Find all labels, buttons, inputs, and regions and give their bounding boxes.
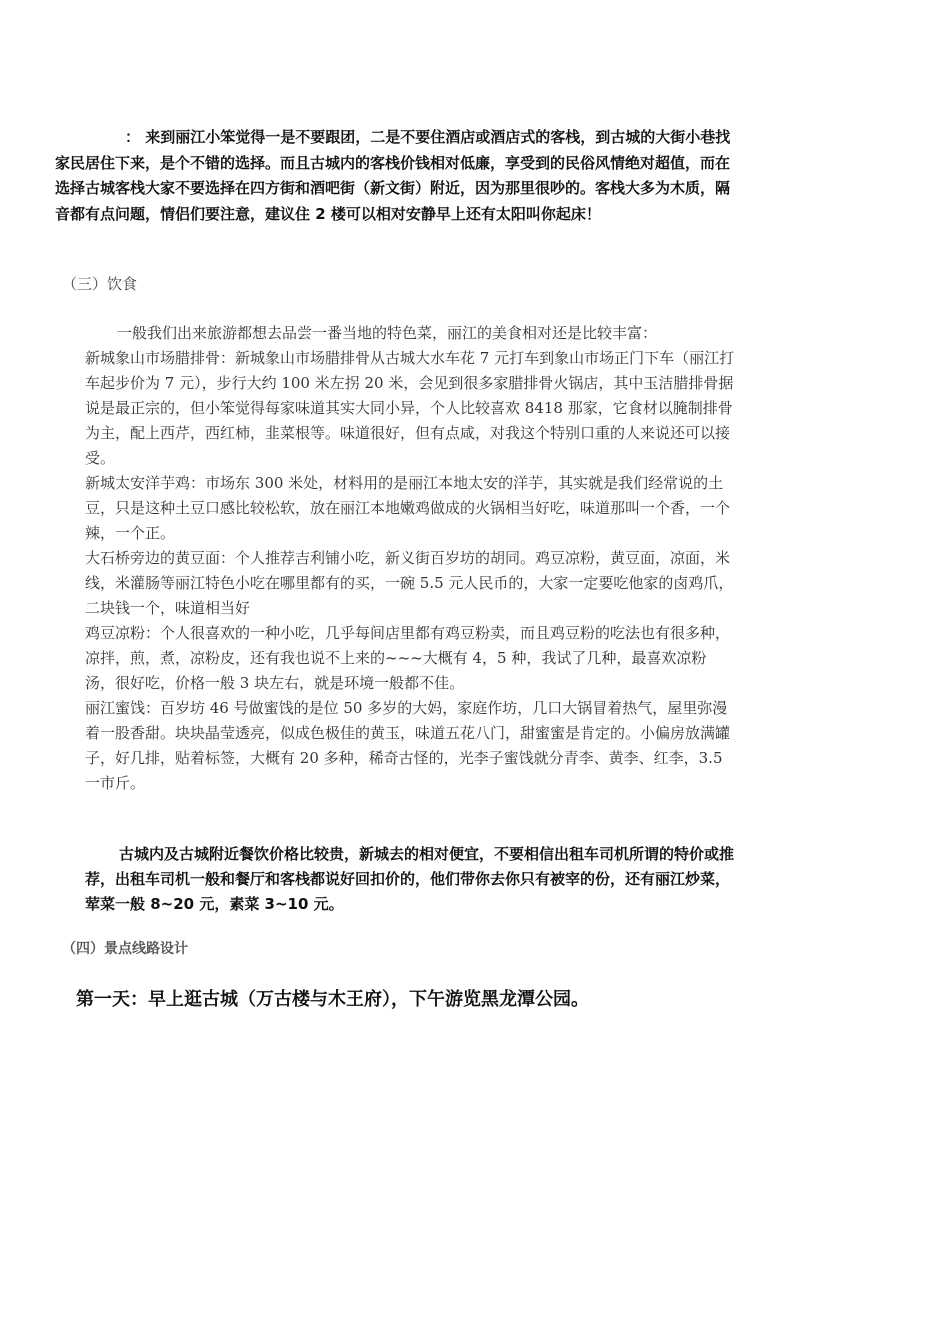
price-note-paragraph [85,842,735,917]
food-item-huangdou-mian: 大石桥旁边的黄豆面：个人推荐吉利铺小吃，新义街百岁坊的胡同。鸡豆凉粉，黄豆面，凉面，米线，米灌肠等丽江特色小吃在哪里都有的买，一碗 5.5 元人民币的，大家一定要吃他家的卤鸡爪，二块钱一个，味道相当好 [85,549,734,617]
day1-itinerary: 第一天：早上逛古城（万古楼与木王府），下午游览黑龙潭公园。 [76,989,589,1010]
food-section-body [85,321,735,796]
price-note-text: 古城内及古城附近餐饮价格比较贵，新城去的相对便宜，不要相信出租车司机所谓的特价或推荐，出租车司机一般和餐厅和客栈都说好回扣价的，他们带你去你只有被宰的份，还有丽江炒菜，荤菜一般 8~20 元，素菜 3~10 元。 [85,845,735,913]
food-item-mijian: 丽江蜜饯：百岁坊 46 号做蜜饯的是位 50 多岁的大妈，家庭作坊，几口大锅冒着热气，屋里弥漫着一股香甜。块块晶莹透亮，似成色极佳的黄玉，味道五花八门，甜蜜蜜是肯定的。小偏房放满罐子，好几排，贴着标签，大概有 20 多种，稀奇古怪的，光李子蜜饯就分青李、黄李、红李，3.5 一市斤。 [85,699,731,792]
intro-paragraph [55,125,735,227]
food-item-yangyu-ji: 新城太安洋芋鸡：市场东 300 米处，材料用的是丽江本地太安的洋芋，其实就是我们经常说的土豆，只是这种土豆口感比较松软，放在丽江本地嫩鸡做成的火锅相当好吃，味道那叫一个香，一个辣，一个正。 [85,474,731,542]
section-heading-food: （三）饮食 [62,275,138,293]
section-heading-route: （四）景点线路设计 [62,941,188,957]
food-lead: 一般我们出来旅游都想去品尝一番当地的特色菜，丽江的美食相对还是比较丰富： [117,324,658,342]
food-item-paigu: 新城象山市场腊排骨：新城象山市场腊排骨从古城大水车花 7 元打车到象山市场正门下车（丽江打车起步价为 7 元），步行大约 100 米左拐 20 米，会见到很多家腊排骨火锅店，其中玉洁腊排骨据说是最正宗的，但小笨觉得每家味道其实大同小异，个人比较喜欢 8418 那家，它食材以腌制排骨为主，配上西芹，西红柿，韭菜根等。味道很好，但有点咸，对我这个特别口重的人来说还可以接受。 [85,349,735,467]
intro-text: ： 来到丽江小笨觉得一是不要跟团，二是不要住酒店或酒店式的客栈，到古城的大街小巷找家民居住下来，是个不错的选择。而且古城内的客栈价钱相对低廉，享受到的民俗风情绝对超值，而在选择古城客栈大家不要选择在四方街和酒吧街（新文街）附近，因为那里很吵的。客栈大多为木质，隔音都有点问题，情侣们要注意，建议住 2 楼可以相对安静早上还有太阳叫你起床！ [55,128,731,223]
food-item-jidou-liangfen: 鸡豆凉粉：个人很喜欢的一种小吃，几乎每间店里都有鸡豆粉卖，而且鸡豆粉的吃法也有很多种， 凉拌，煎，煮，凉粉皮，还有我也说不上来的~~~大概有 4，5 种，我试了几种，最喜欢凉粉汤，很好吃，价格一般 3 块左右，就是环境一般都不佳。 [85,624,731,692]
